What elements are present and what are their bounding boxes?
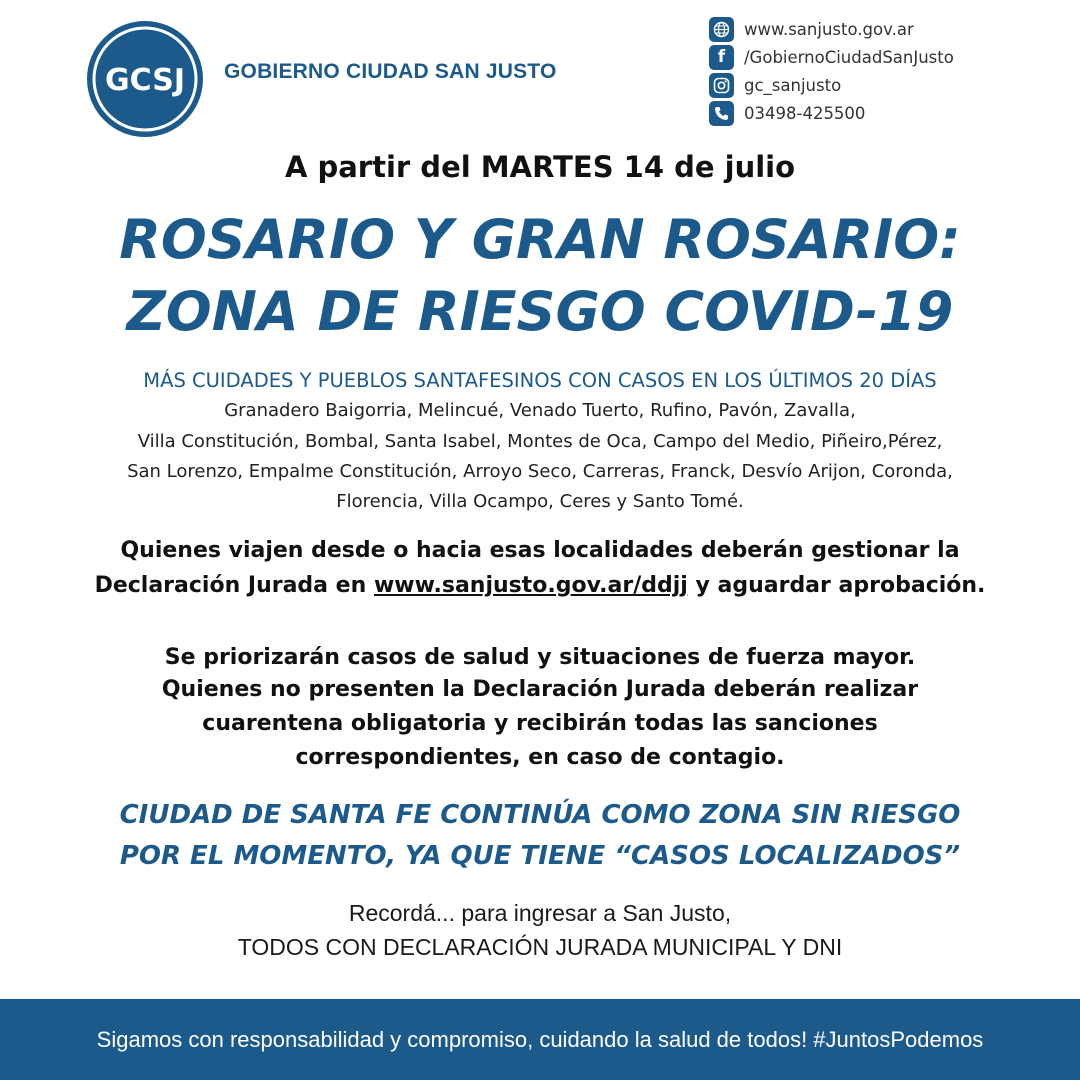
footer-banner (0, 999, 1080, 1080)
towns-line: Villa Constitución, Bombal, Santa Isabel, Montes de Oca, Campo del Medio, Piñeiro,Pérez, (137, 431, 943, 452)
globe-icon (709, 17, 734, 42)
travel-notice-text: Declaración Jurada en (94, 573, 374, 598)
ddjj-link[interactable]: www.sanjusto.gov.ar/ddjj (373, 573, 688, 598)
priority-notice-line: Quienes no presenten la Declaración Jurada deberán realizar (161, 677, 919, 702)
contact-website[interactable] (709, 15, 954, 43)
towns-line: San Lorenzo, Empalme Constitución, Arroyo Seco, Carreras, Franck, Desvío Arijon, Coronda, (127, 461, 953, 482)
towns-line: Granadero Baigorria, Melincué, Venado Tuerto, Rufino, Pavón, Zavalla, (224, 400, 856, 421)
santa-fe-notice-line-2: POR EL MOMENTO, YA QUE TIENE “CASOS LOCALIZADOS” (119, 841, 961, 871)
headline-line-2: ZONA DE RIESGO COVID-19 (126, 280, 954, 343)
travel-notice-text: y aguardar aprobación. (687, 573, 986, 598)
priority-notice-line: correspondientes, en caso de contagio. (295, 745, 785, 770)
priority-notice-line: cuarentena obligatoria y recibirán todas las sanciones (202, 711, 878, 736)
contact-facebook[interactable] (709, 43, 954, 71)
instagram-icon (709, 73, 734, 98)
phone-icon (709, 101, 734, 126)
towns-line: Florencia, Villa Ocampo, Ceres y Santo Tomé. (336, 491, 744, 512)
contact-website-text: www.sanjusto.gov.ar (744, 19, 914, 39)
gcsj-logo (86, 20, 204, 138)
date-line: A partir del MARTES 14 de julio (284, 150, 796, 184)
org-name: GOBIERNO CIUDAD SAN JUSTO (224, 60, 557, 83)
reminder-line-1: Recordá... para ingresar a San Justo, (348, 900, 732, 926)
priority-notice-line: Se priorizarán casos de salud y situaciones de fuerza mayor. (164, 645, 916, 670)
contact-phone-text: 03498-425500 (744, 103, 866, 123)
logo-text: GCSJ (105, 63, 185, 98)
contact-phone[interactable] (709, 99, 954, 127)
contact-instagram[interactable] (709, 71, 954, 99)
headline-line-1: ROSARIO Y GRAN ROSARIO: (119, 208, 961, 271)
travel-notice-line-2 (0, 568, 1080, 603)
contact-instagram-text: gc_sanjusto (744, 75, 842, 95)
reminder-line-2: TODOS CON DECLARACIÓN JURADA MUNICIPAL Y DNI (237, 934, 843, 960)
santa-fe-notice-line-1: CIUDAD DE SANTA FE CONTINÚA COMO ZONA SIN RIESGO (119, 800, 961, 830)
contact-facebook-text: /GobiernoCiudadSanJusto (744, 47, 954, 67)
facebook-icon: f (709, 45, 734, 70)
footer-text: Sigamos con responsabilidad y compromiso, cuidando la salud de todos! #JuntosPodemos (96, 1026, 984, 1052)
towns-subheading: MÁS CUIDADES Y PUEBLOS SANTAFESINOS CON CASOS EN LOS ÚLTIMOS 20 DÍAS (143, 369, 937, 392)
contact-list (709, 15, 954, 127)
travel-notice-line-1: Quienes viajen desde o hacia esas localidades deberán gestionar la (120, 538, 960, 563)
